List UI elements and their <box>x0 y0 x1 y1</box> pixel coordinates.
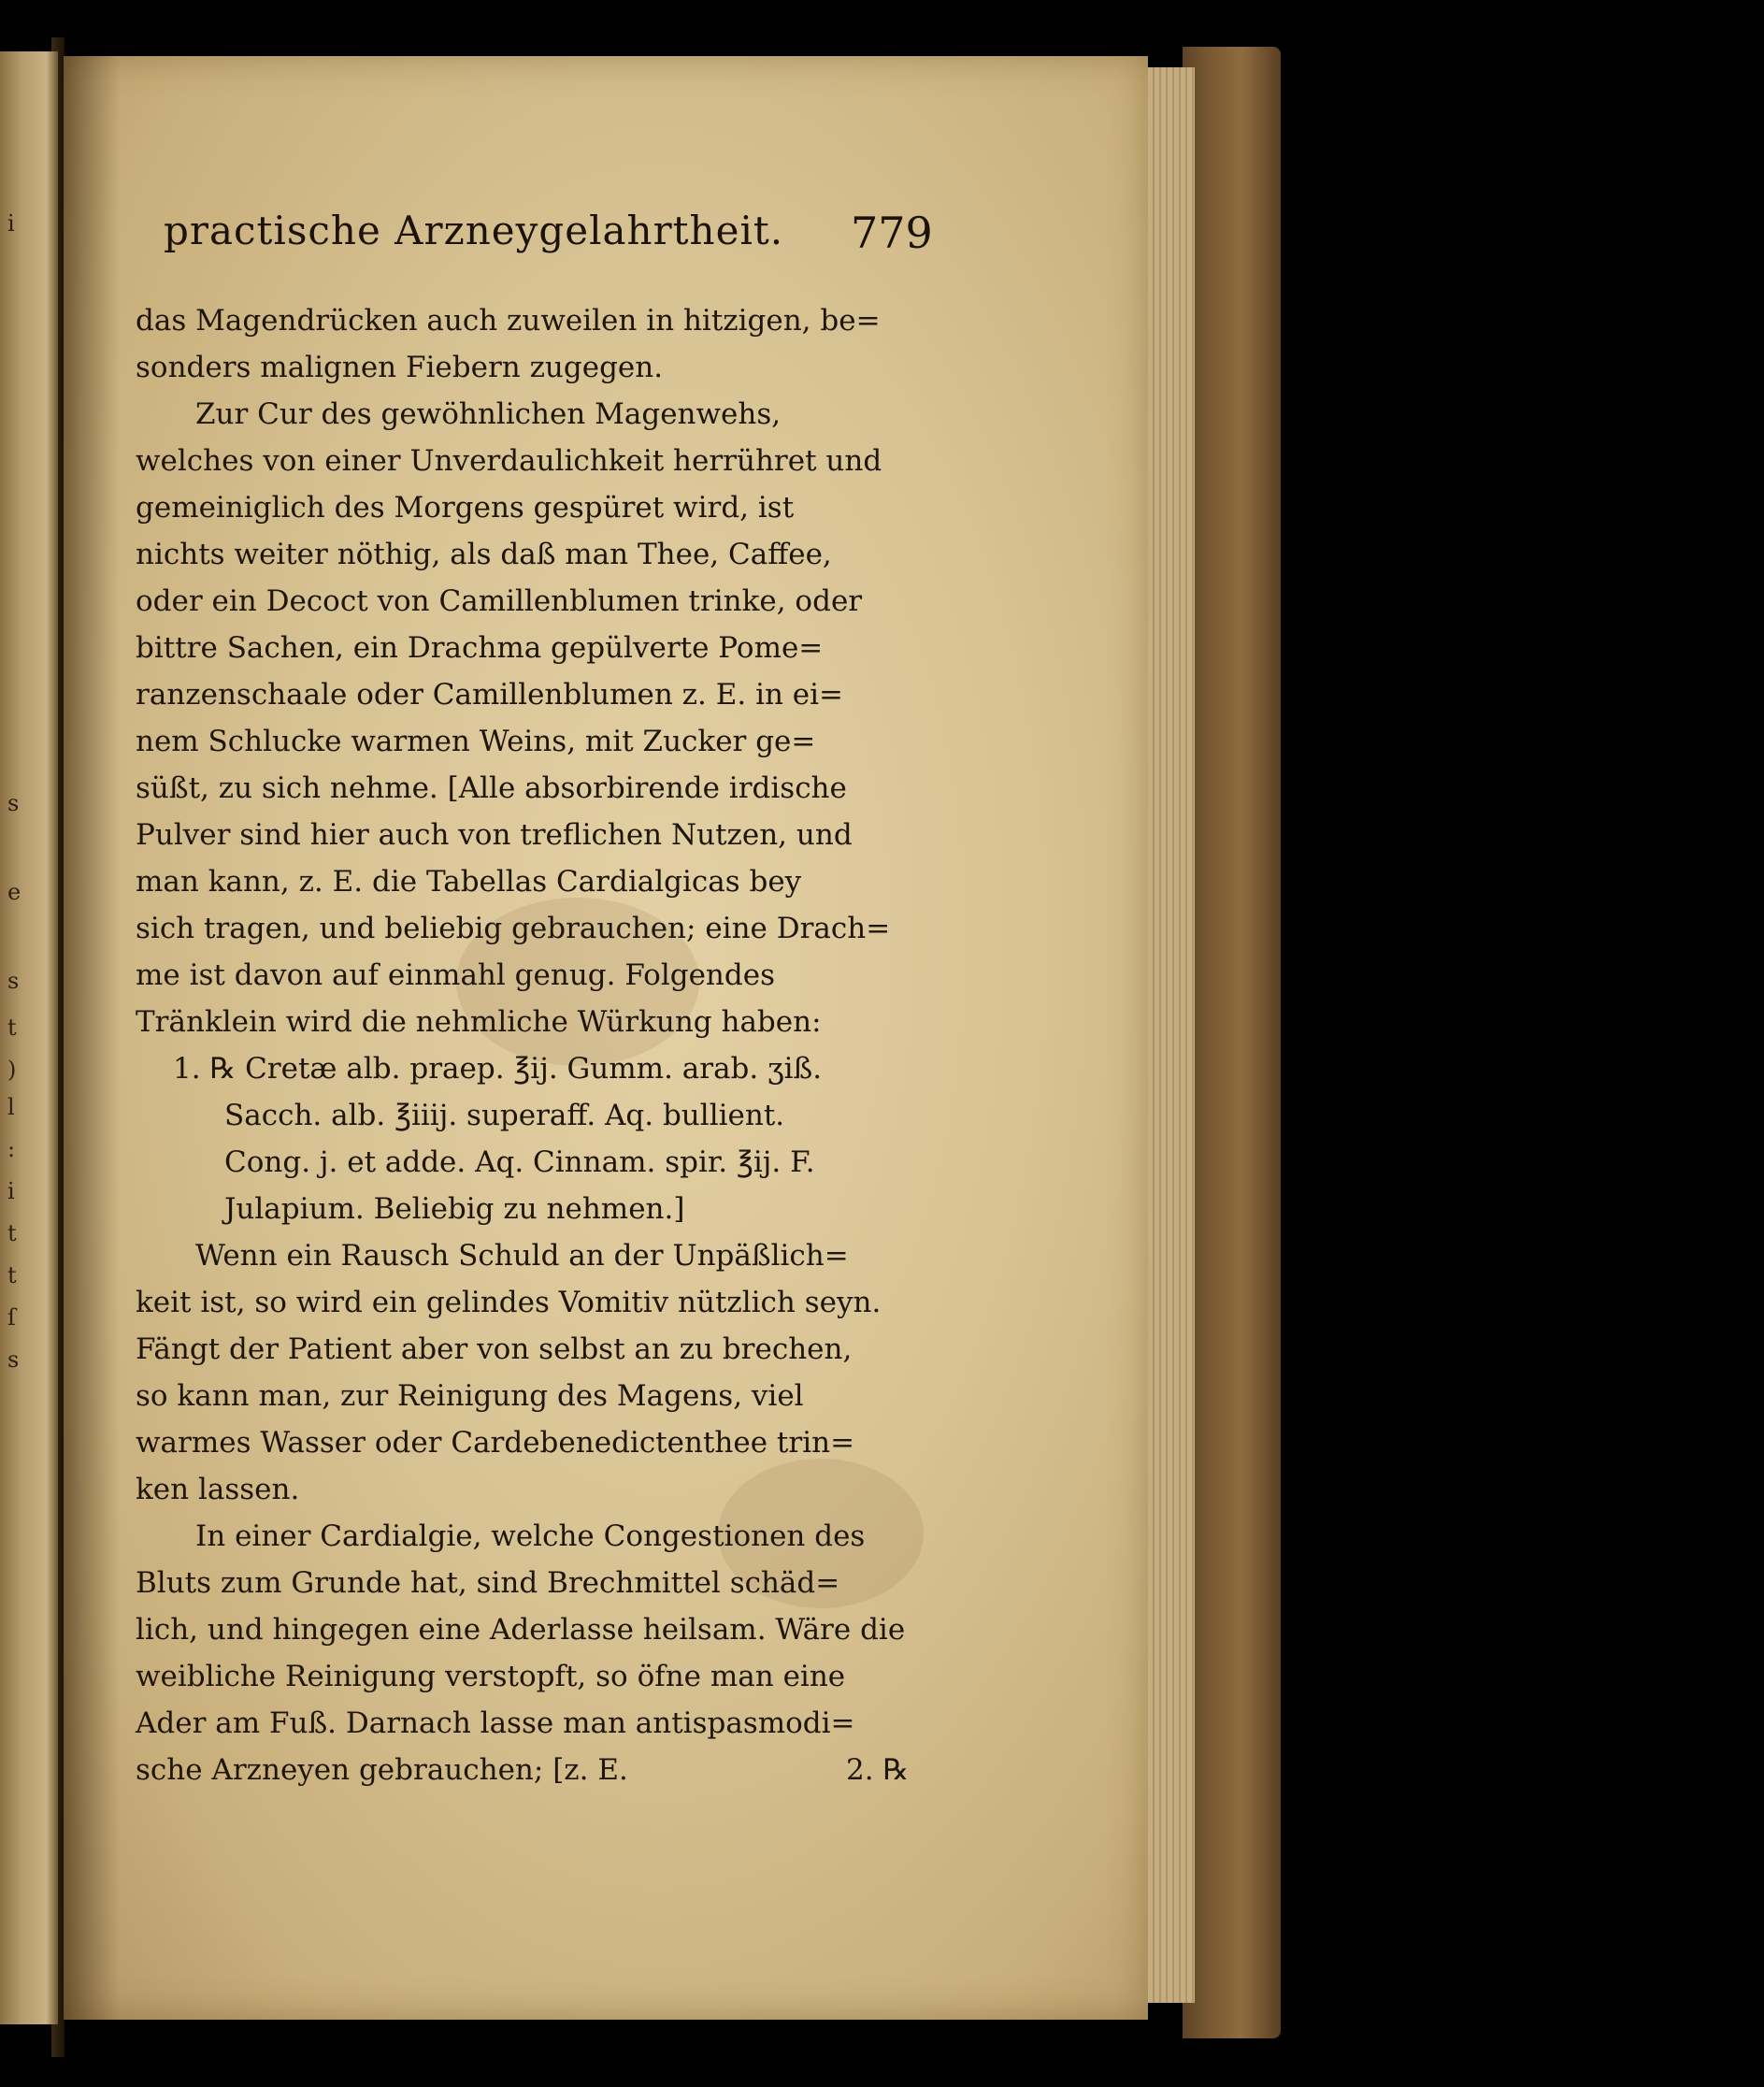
text-line: Fängt der Patient aber von selbst an zu brechen, <box>136 1332 853 1366</box>
text-line: so kann man, zur Reinigung des Magens, viel <box>136 1379 804 1413</box>
edge-letter: ſ <box>7 1304 16 1331</box>
text-line: Bluts zum Grunde hat, sind Brechmittel schäd= <box>136 1566 840 1600</box>
gutter-shade <box>64 56 120 2020</box>
running-head: practische Arzneygelahrtheit. <box>164 208 784 253</box>
text-line: me ist davon auf einmahl genug. Folgendes <box>136 958 775 992</box>
text-line: Tränklein wird die nehmliche Würkung haben: <box>136 1005 822 1039</box>
previous-page-sliver <box>0 51 58 2024</box>
edge-letter: t <box>7 1220 17 1246</box>
edge-letter: i <box>7 1178 15 1204</box>
recipe-line: Cong. j. et adde. Aq. Cinnam. spir. ℥ij. F. <box>224 1145 815 1179</box>
text-line: In einer Cardialgie, welche Congestionen des <box>195 1519 866 1553</box>
text-line: sonders malignen Fiebern zugegen. <box>136 351 664 384</box>
text-line: weibliche Reinigung verstopft, so öfne man eine <box>136 1660 846 1693</box>
edge-letter: l <box>7 1094 15 1120</box>
text-line: süßt, zu sich nehme. [Alle absorbirende irdische <box>136 771 847 805</box>
recipe-line: Sacch. alb. ℥iiij. superaff. Aq. bullient. <box>224 1099 785 1132</box>
text-line: sich tragen, und beliebig gebrauchen; eine Drach= <box>136 912 891 945</box>
text-line: nichts weiter nöthig, als daß man Thee, Caffee, <box>136 538 832 571</box>
edge-letter: i <box>7 210 15 237</box>
edge-letter: s <box>7 790 20 816</box>
text-line: Zur Cur des gewöhnlichen Magenwehs, <box>195 397 782 431</box>
edge-letter: s <box>7 968 20 994</box>
edge-letter: ) <box>7 1057 17 1083</box>
text-line: warmes Wasser oder Cardebenedictenthee trin= <box>136 1426 855 1460</box>
text-line: welches von einer Unverdaulichkeit herrühret und <box>136 444 882 478</box>
text-line: ken lassen. <box>136 1473 300 1506</box>
text-line: keit ist, so wird ein gelindes Vomitiv nützlich seyn. <box>136 1286 882 1319</box>
text-line: sche Arzneyen gebrauchen; [z. E. <box>136 1753 628 1787</box>
book-cover-edge <box>1183 47 1281 2038</box>
page-body <box>136 297 958 1793</box>
text-line: bittre Sachen, ein Drachma gepülverte Pome= <box>136 631 824 665</box>
edge-letter: : <box>7 1136 16 1162</box>
recipe-line: Julapium. Beliebig zu nehmen.] <box>224 1192 685 1226</box>
text-line: oder ein Decoct von Camillenblumen trinke, oder <box>136 584 863 618</box>
page-block-edges <box>1142 67 1195 2003</box>
edge-letter: s <box>7 1346 20 1373</box>
edge-letter: t <box>7 1262 17 1288</box>
page-number: 779 <box>851 208 933 258</box>
text-line: lich, und hingegen eine Aderlasse heilsam. Wäre die <box>136 1613 906 1647</box>
text-line: man kann, z. E. die Tabellas Cardialgicas bey <box>136 865 802 899</box>
recipe-line: 1. ℞ Cretæ alb. praep. ℥ij. Gumm. arab. ʒiß. <box>173 1052 823 1086</box>
text-line: Wenn ein Rausch Schuld an der Unpäßlich= <box>195 1239 849 1273</box>
text-line: gemeiniglich des Morgens gespüret wird, ist <box>136 491 795 525</box>
text-line: Ader am Fuß. Darnach lasse man antispasmodi= <box>136 1706 855 1740</box>
text-line: Pulver sind hier auch von treflichen Nutzen, und <box>136 818 853 852</box>
edge-letter: e <box>7 879 22 905</box>
edge-letter: t <box>7 1015 17 1041</box>
catchword: 2. ℞ <box>846 1753 910 1787</box>
text-line: das Magendrücken auch zuweilen in hitzigen, be= <box>136 304 881 338</box>
text-line: ranzenschaale oder Camillenblumen z. E. in ei= <box>136 678 844 712</box>
text-line: nem Schlucke warmen Weins, mit Zucker ge= <box>136 725 816 758</box>
